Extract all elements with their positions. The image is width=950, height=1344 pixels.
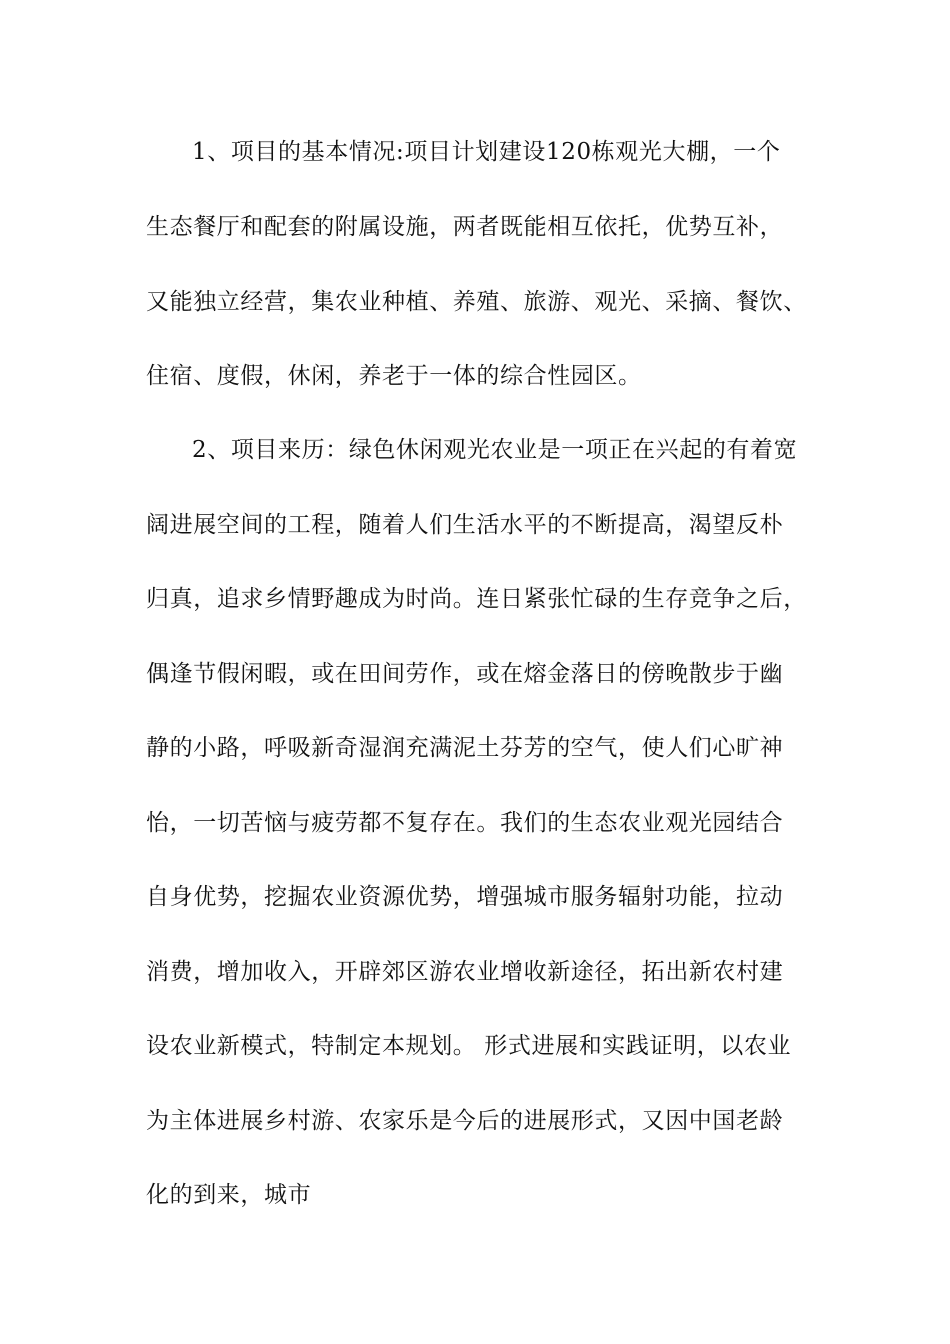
text-line: 怡，一切苦恼与疲劳都不复存在。我们的生态农业观光园结合 bbox=[146, 810, 784, 836]
text-line: 又能独立经营，集农业种植、养殖、旅游、观光、采摘、餐饮、 bbox=[146, 289, 807, 315]
text-line: 偶逢节假闲暇，或在田间劳作，或在熔金落日的傍晚散步于幽 bbox=[146, 661, 784, 687]
text-line: 为主体进展乡村游、农家乐是今后的进展形式，又因中国老龄 bbox=[146, 1108, 784, 1134]
text-line: 归真，追求乡情野趣成为时尚。连日紧张忙碌的生存竞争之后， bbox=[146, 586, 807, 612]
text-line: 住宿、度假，休闲，养老于一体的综合性园区。 bbox=[146, 363, 642, 389]
text-line: 设农业新模式，特制定本规划。 形式进展和实践证明，以农业 bbox=[146, 1033, 792, 1059]
text-line: 自身优势，挖掘农业资源优势，增强城市服务辐射功能，拉动 bbox=[146, 884, 784, 910]
text-line: 2、项目来历：绿色休闲观光农业是一项正在兴起的有着宽 bbox=[192, 437, 798, 463]
text-line: 静的小路，呼吸新奇湿润充满泥土芬芳的空气，使人们心旷神 bbox=[146, 735, 784, 761]
text-line: 消费，增加收入，开辟郊区游农业增收新途径，拓出新农村建 bbox=[146, 959, 784, 985]
text-line: 生态餐厅和配套的附属设施，两者既能相互依托，优势互补， bbox=[146, 214, 784, 240]
text-line: 1、项目的基本情况:项目计划建设120栋观光大棚，一个 bbox=[192, 139, 781, 165]
text-line: 化的到来，城市 bbox=[146, 1182, 312, 1208]
text-line: 阔进展空间的工程，随着人们生活水平的不断提高，渴望反朴 bbox=[146, 512, 784, 538]
